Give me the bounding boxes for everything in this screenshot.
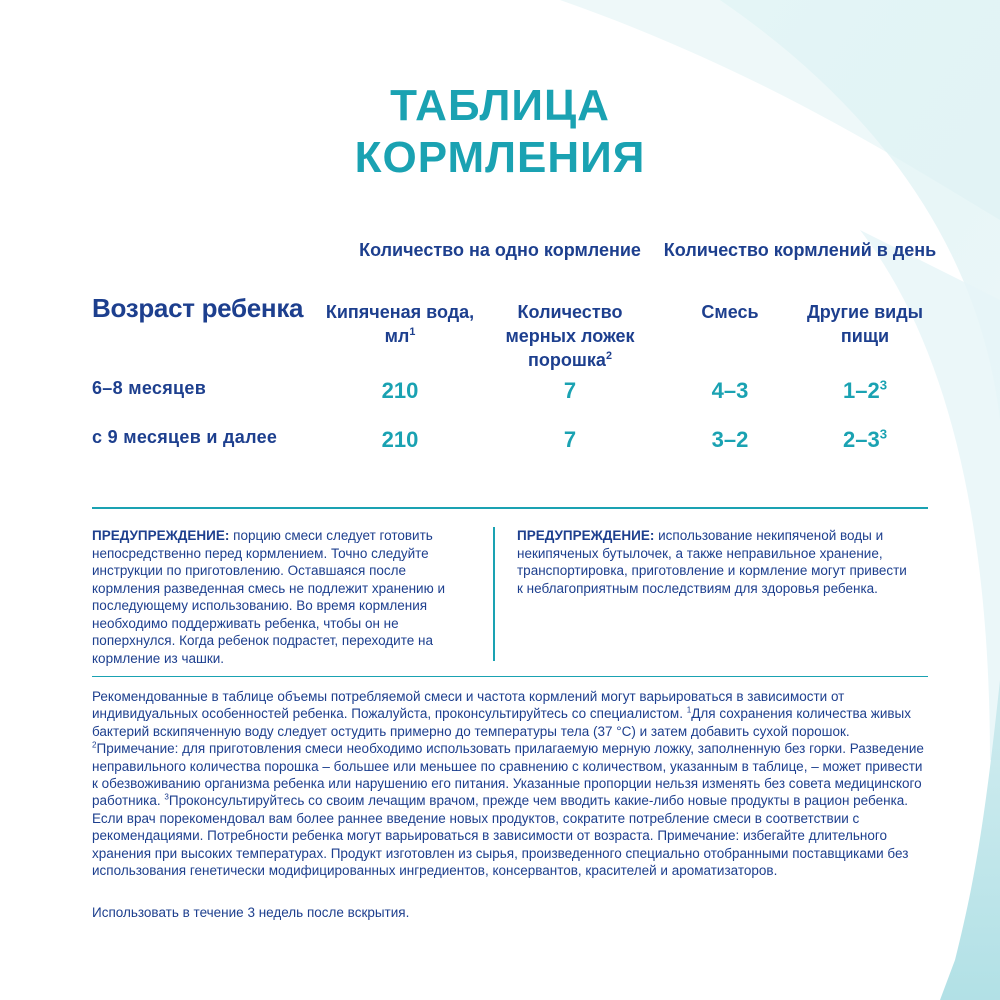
table-row (0, 427, 1000, 457)
column-header-text: Другие виды пищи (806, 302, 924, 346)
footnote-3: Проконсультируйтесь со своим лечащим врачом, прежде чем вводить какие-либо новые продукты в рацион ребенка. Если врач порекомендовал вам более раннее введение новых продуктов, сократите потребление смеси в соответствии с рекомендациями. Потребности ребенка могут варьироваться в зависимости от возраста. Примечание: избегайте длительного хранения при высоких температурах. Продукт изготовлен из сырья, произведенного специально отобранными поставщиками без использования генетически модифицированных ингредиентов, консервантов, красителей и ароматизаторов. (92, 793, 909, 879)
warning-text: использование некипяченой воды и некипяченых бутылочек, а также неправильное хранение, транспортировка, приготовление и кормление могут привести к неблагоприятным последствиям для здоровья ребенка. (517, 528, 907, 596)
warning-label: ПРЕДУПРЕЖДЕНИЕ: (92, 528, 230, 543)
title-line-2: КОРМЛЕНИЯ (354, 133, 646, 182)
footnote-marker-1: 1 (686, 705, 692, 715)
footnote-intro: Рекомендованные в таблице объемы потребляемой смеси и частота кормлений могут варьироваться в зависимости от индивидуальных особенностей ребенка. Пожалуйста, проконсультируйтесь со специалистом. (92, 689, 845, 722)
group-header-per-feeding: Количество на одно кормление (359, 240, 641, 260)
table-row (0, 378, 1000, 408)
group-header-feedings-per-day: Количество кормлений в день (663, 240, 937, 260)
footnote-2: Примечание: для приготовления смеси необходимо использовать прилагаемую мерную ложку, заполненную без горки. Разведение неправильного количества порошка – большее или меньшее по сравнению с количеством, указанным в таблице, – может привести к обезвоживанию организма ребенка или нарушению его питания. Указанные пропорции нельзя изменять без совета медицинского работника. (92, 741, 924, 809)
age-cell: с 9 месяцев и далее (92, 427, 278, 447)
other-food-cell (790, 427, 940, 453)
footnote-ref-3: 3 (879, 377, 888, 393)
age-column-header: Возраст ребенка (92, 293, 304, 323)
column-header-text: Количество мерных ложек порошка (505, 302, 635, 370)
footnote-ref-3: 3 (879, 426, 888, 442)
column-header-other-food (790, 300, 940, 348)
warning-text: порцию смеси следует готовить непосредственно перед кормлением. Точно следуйте инструкции по приготовлению. Оставшаяся после кормления разведенная смесь не подлежит хранению и последующему использованию. Во время кормления необходимо поддерживать ребенка, чтобы он не поперхнулся. Когда ребенок подрастет, переходите на кормление из чашки. (92, 528, 446, 666)
column-header-text: Кипяченая вода, мл (325, 302, 475, 346)
page-title (0, 80, 1000, 184)
other-food-cell (790, 378, 940, 404)
warning-right (517, 527, 912, 597)
column-header-formula (660, 300, 800, 324)
title-line-1: ТАБЛИЦА (390, 81, 610, 130)
other-food-value: 2–3 (842, 427, 880, 452)
warning-left (92, 527, 467, 667)
column-header-water (320, 300, 480, 348)
footnote-ref-2: 2 (605, 350, 612, 362)
divider-top (92, 507, 928, 509)
spoons-cell: 7 (563, 378, 577, 403)
column-header-text: Смесь (701, 302, 759, 322)
other-food-value: 1–2 (842, 378, 880, 403)
water-cell: 210 (381, 427, 419, 452)
formula-cell: 3–2 (711, 427, 749, 452)
water-cell: 210 (381, 378, 419, 403)
footnotes (92, 688, 927, 879)
footnote-marker-2: 2 (92, 740, 97, 750)
age-cell: 6–8 месяцев (92, 378, 207, 398)
footnote-marker-3: 3 (164, 792, 169, 802)
spoons-cell: 7 (563, 427, 577, 452)
usage-note: Использовать в течение 3 недель после вскрытия. (92, 905, 410, 920)
warning-label: ПРЕДУПРЕЖДЕНИЕ: (517, 528, 655, 543)
vertical-divider (493, 527, 495, 661)
footnote-ref-1: 1 (409, 326, 416, 338)
formula-cell: 4–3 (711, 378, 749, 403)
divider-middle (92, 676, 928, 677)
column-header-spoons (480, 300, 660, 372)
footnote-1: Для сохранения количества живых бактерий вскипяченную воду следует остудить примерно до температуры тела (37 °С) и затем добавить сухой порошок. (92, 706, 911, 739)
